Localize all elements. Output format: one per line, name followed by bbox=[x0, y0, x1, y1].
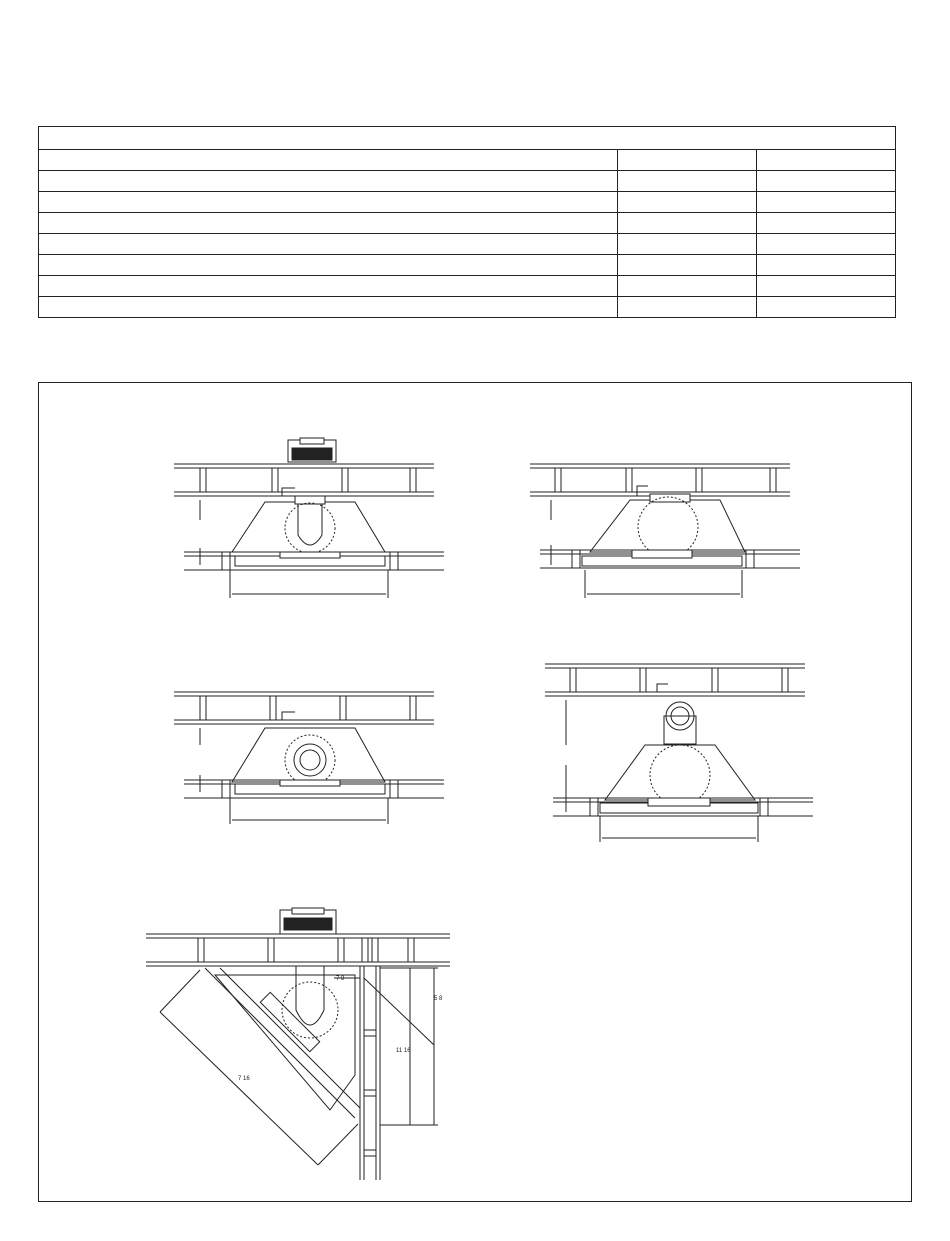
drawing-rear-vent-left bbox=[174, 692, 444, 824]
drawing-top-rear-vent-right bbox=[545, 664, 813, 842]
corner-dim-c: 11 16 bbox=[396, 1048, 411, 1054]
corner-dim-d: 7 16 bbox=[238, 1076, 250, 1082]
drawing-top-vent-left bbox=[174, 438, 444, 598]
drawing-corner-install bbox=[146, 908, 450, 1180]
corner-dim-b: 5 8 bbox=[434, 996, 443, 1002]
drawing-rear-vent-right bbox=[530, 464, 800, 598]
corner-dim-a: 7 8 bbox=[336, 976, 345, 982]
